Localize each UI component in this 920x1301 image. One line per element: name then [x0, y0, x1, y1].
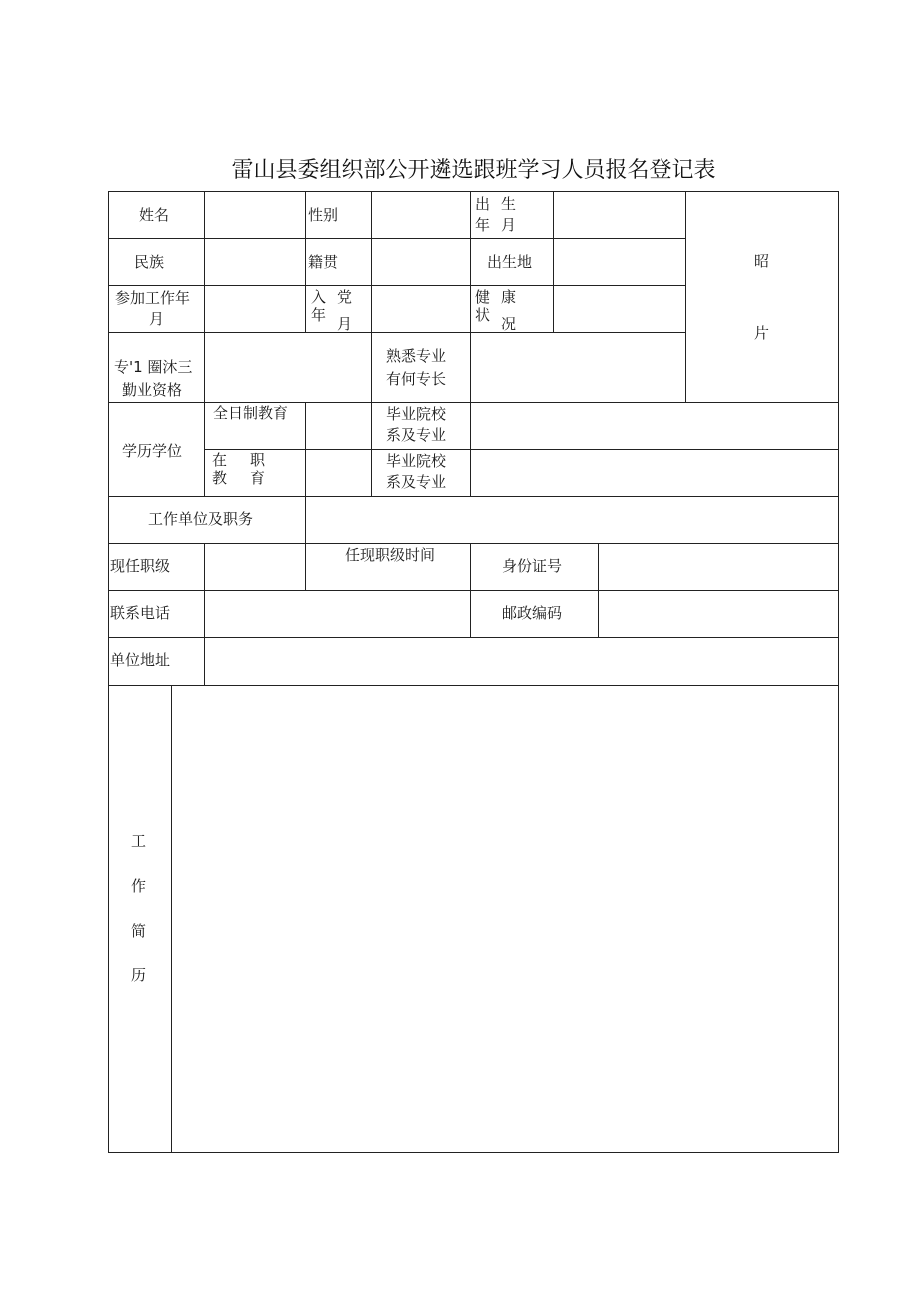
photo-label-2: 片 — [754, 324, 770, 342]
fulltime-school-field[interactable] — [471, 403, 838, 448]
school2-label-line1: 毕业院校 — [386, 452, 447, 470]
gender-field[interactable] — [372, 192, 469, 237]
name-field[interactable] — [205, 192, 304, 237]
rank-time-label: 任现职级时间 — [345, 546, 436, 564]
inservice-label-d: 育 — [250, 469, 266, 487]
current-rank-label: 现任职级 — [110, 557, 171, 575]
work-start-label-line1: 参加工作年 — [115, 289, 191, 307]
health-label-d: 况 — [501, 315, 517, 333]
work-start-label-line2: 月 — [149, 310, 165, 328]
qualification-label-line1: 专'1 圈沐三 — [114, 358, 193, 376]
health-label-a: 健 — [475, 288, 491, 306]
party-label-b: 党 — [337, 288, 353, 306]
unit-position-label: 工作单位及职务 — [148, 510, 254, 528]
birthplace-label: 出生地 — [487, 253, 533, 271]
rank-time-field[interactable] — [306, 566, 469, 589]
form-title: 雷山县委组织部公开遴选跟班学习人员报名登记表 — [231, 158, 716, 183]
school1-label-line2: 系及专业 — [386, 426, 447, 444]
native-place-label: 籍贯 — [308, 253, 339, 271]
col-line — [305, 191, 306, 332]
inservice-degree-field[interactable] — [306, 450, 370, 495]
resume-label-2: 作 — [131, 877, 147, 895]
ethnicity-field[interactable] — [205, 239, 304, 284]
id-number-label: 身份证号 — [502, 557, 563, 575]
name-label: 姓名 — [139, 206, 170, 224]
expertise-label-line1: 熟悉专业 — [386, 347, 447, 365]
resume-label-3: 简 — [131, 922, 147, 940]
unit-address-label: 单位地址 — [110, 651, 171, 669]
photo-label-1: 昭 — [754, 252, 770, 270]
party-label-c: 年 — [311, 306, 327, 324]
col-line — [470, 543, 471, 590]
postcode-field[interactable] — [599, 591, 838, 636]
birth-label-c: 年 — [475, 216, 491, 234]
health-label-b: 康 — [501, 288, 517, 306]
current-rank-field[interactable] — [205, 544, 304, 589]
health-label-c: 状 — [475, 306, 491, 324]
inservice-label-a: 在 — [212, 451, 228, 469]
phone-label: 联系电话 — [110, 604, 171, 622]
school1-label-line1: 毕业院校 — [386, 405, 447, 423]
postcode-label: 邮政编码 — [502, 604, 563, 622]
ethnicity-label: 民族 — [134, 253, 165, 271]
col-line — [371, 402, 372, 496]
education-label: 学历学位 — [122, 442, 183, 460]
health-field[interactable] — [554, 286, 684, 331]
inservice-school-field[interactable] — [471, 450, 838, 495]
native-place-field[interactable] — [372, 239, 469, 284]
qualification-field[interactable] — [205, 333, 370, 401]
unit-position-field[interactable] — [306, 497, 838, 542]
birth-label-b: 生 — [501, 195, 517, 213]
party-label-d: 月 — [337, 315, 353, 333]
unit-address-field[interactable] — [205, 638, 838, 684]
phone-field[interactable] — [205, 591, 469, 636]
fulltime-education-label: 全日制教育 — [213, 404, 289, 422]
col-line — [371, 332, 372, 402]
col-line — [204, 402, 205, 496]
id-number-field[interactable] — [599, 544, 838, 589]
birth-label-a: 出 — [475, 195, 491, 213]
col-line — [470, 590, 471, 637]
work-start-field[interactable] — [205, 286, 304, 331]
resume-label-4: 历 — [131, 966, 147, 984]
gender-label: 性别 — [308, 206, 339, 224]
col-line — [470, 191, 471, 332]
inservice-label-c: 教 — [212, 469, 228, 487]
resume-label-1: 工 — [131, 832, 147, 850]
birthplace-field[interactable] — [554, 239, 684, 284]
party-label-a: 入 — [311, 288, 327, 306]
birth-date-field[interactable] — [554, 192, 684, 237]
birth-label-d: 月 — [501, 216, 517, 234]
expertise-field[interactable] — [471, 333, 684, 401]
qualification-label-line2: 勤业资格 — [122, 381, 183, 399]
photo-area[interactable] — [686, 192, 838, 401]
expertise-label-line2: 有何专长 — [386, 370, 447, 388]
school2-label-line2: 系及专业 — [386, 473, 447, 491]
party-date-field[interactable] — [372, 286, 469, 331]
inservice-label-b: 职 — [250, 451, 266, 469]
resume-field[interactable] — [172, 686, 838, 1152]
fulltime-degree-field[interactable] — [306, 403, 370, 448]
